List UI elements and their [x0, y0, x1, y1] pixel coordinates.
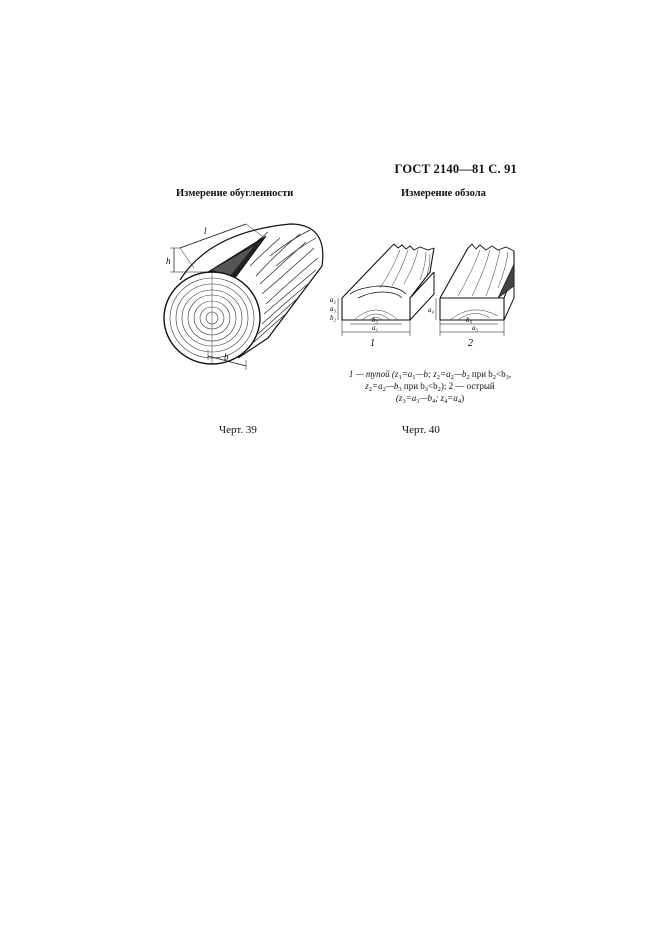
page-header: ГОСТ 2140—81 С. 91 — [394, 162, 517, 176]
figure-40-panel-1-number: 1 — [370, 338, 375, 349]
figure-40-panel-1-drawing — [330, 242, 440, 350]
figure-39-dim-h: h — [166, 256, 171, 266]
figure-39-label: Черт. 39 — [219, 424, 257, 436]
figure-40-label-b4: b₄ — [466, 316, 472, 324]
figure-39-dim-l: l — [204, 226, 207, 236]
figure-40-label-b3: b₃ — [372, 316, 378, 324]
figure-40-label-a4: a₄ — [428, 306, 434, 314]
figure-39-title: Измерение обугленности — [176, 188, 294, 199]
figure-40-panel-2-number: 2 — [468, 338, 473, 349]
figure-40-label-a3-2: a₃ — [472, 324, 478, 332]
figure-39-log-drawing — [150, 210, 330, 380]
figure-40-label: Черт. 40 — [402, 424, 440, 436]
figure-40-label-a3: a₃ — [330, 305, 336, 313]
figure-40-label-a1: a₁ — [372, 324, 378, 332]
figure-40-caption: 1 — тупой ($z_1=a_1—b$; $z_2=a_2—b_2$ при $b_2<b_3$, $z_2=a_2—b_3$ при $b_3<b_2$); 2 — острый ($z_3=a_3—b_4$; $z_4=a_4$) — [348, 369, 512, 405]
figure-40-label-a2: a₂ — [330, 296, 336, 304]
figure-40-title: Измерение обзола — [401, 188, 486, 199]
figure-40-label-b2: b₂ — [330, 314, 336, 322]
figure-39-dim-b: b — [224, 352, 229, 362]
figure-40-panel-2-drawing — [428, 242, 528, 350]
